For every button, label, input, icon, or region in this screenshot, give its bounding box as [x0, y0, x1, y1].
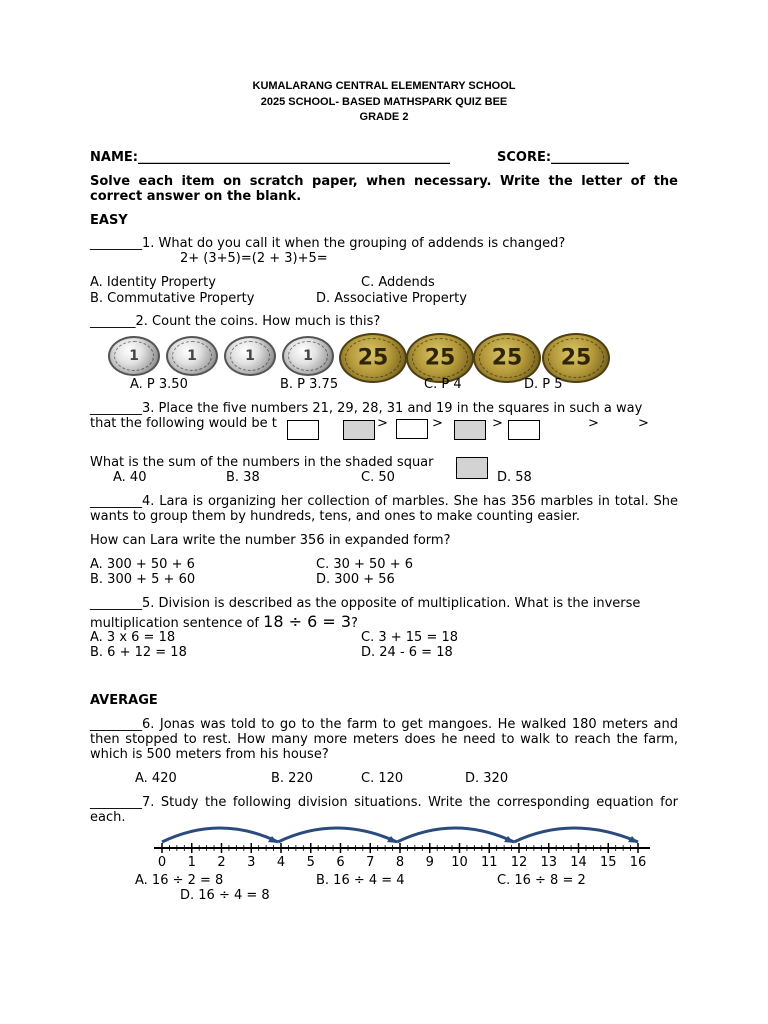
coin-25-centavo: 25 — [542, 333, 610, 383]
tick-label: 0 — [157, 855, 167, 868]
q3-sum-question: What is the sum of the numbers in the shaded squar — [90, 455, 434, 470]
tick-label: 2 — [217, 855, 226, 868]
tick-label: 12 — [510, 855, 528, 868]
q4-subquestion: How can Lara write the number 356 in expanded form? — [90, 533, 451, 548]
tick-label: 11 — [480, 855, 498, 868]
q3-option-c: C. 50 — [361, 470, 395, 485]
tick-label: 6 — [336, 855, 345, 868]
coin-25-centavo: 25 — [339, 333, 407, 383]
answer-square[interactable] — [396, 419, 428, 439]
q1-question: ________1. What do you call it when the grouping of addends is changed? — [90, 236, 566, 251]
q1-equation: 2+ (3+5)=(2 + 3)+5= — [180, 251, 328, 266]
tick-label: 14 — [570, 855, 587, 868]
q6-option-d: D. 320 — [465, 771, 509, 786]
tick-label: 3 — [247, 855, 256, 868]
q6-option-c: C. 120 — [361, 771, 404, 786]
q3-question-line2: that the following would be t — [90, 416, 277, 431]
q2-question: _______2. Count the coins. How much is this? — [90, 314, 381, 329]
coin-25-centavo: 25 — [406, 333, 474, 383]
q7-option-c: C. 16 ÷ 8 = 2 — [497, 873, 586, 888]
q1-option-c: C. Addends — [361, 275, 435, 290]
q3-question-line1: ________3. Place the five numbers 21, 29, 28, 31 and 19 in the squares in such a way — [90, 401, 643, 416]
q5-prefix: multiplication sentence of — [90, 616, 264, 631]
greater-than-sign: > — [432, 416, 443, 431]
greater-than-sign: > — [377, 416, 388, 431]
q7-question: ________7. Study the following division situations. Write the corresponding equation for each. — [90, 795, 678, 825]
greater-than-sign: > — [638, 416, 649, 431]
greater-than-sign: > — [492, 416, 503, 431]
q5-question-line2 — [90, 612, 358, 631]
q5-option-b: B. 6 + 12 = 18 — [90, 645, 187, 660]
q7-option-b: B. 16 ÷ 4 = 4 — [316, 873, 405, 888]
q4-option-a: A. 300 + 50 + 6 — [90, 557, 195, 572]
tick-label: 7 — [366, 855, 375, 868]
section-easy: EASY — [90, 213, 128, 228]
tick-label: 8 — [395, 855, 405, 868]
q3-option-b: B. 38 — [226, 470, 260, 485]
q2-option-b: B. P 3.75 — [280, 377, 339, 392]
jump-arc — [514, 828, 638, 842]
q4-question: ________4. Lara is organizing her collection of marbles. She has 356 marbles in total. She wants to group them by hundreds, tens, and ones to make counting easier. — [90, 494, 678, 524]
section-average: AVERAGE — [90, 693, 158, 708]
q1-option-a: A. Identity Property — [90, 275, 216, 290]
number-line-diagram — [150, 812, 660, 868]
q5-option-c: C. 3 + 15 = 18 — [361, 630, 459, 645]
coin-1-peso: 1 — [282, 336, 334, 376]
shaded-answer-square[interactable] — [343, 420, 375, 440]
q4-option-c: C. 30 + 50 + 6 — [316, 557, 414, 572]
coin-1-peso: 1 — [224, 336, 276, 376]
tick-labels — [158, 855, 646, 868]
tick-label: 13 — [540, 855, 558, 868]
event-title: 2025 SCHOOL- BASED MATHSPARK QUIZ BEE — [260, 96, 508, 108]
answer-square[interactable] — [508, 420, 540, 440]
q3-option-d: D. 58 — [497, 470, 532, 485]
q2-option-a: A. P 3.50 — [130, 377, 188, 392]
q3-option-a: A. 40 — [113, 470, 147, 485]
q5-option-a: A. 3 x 6 = 18 — [90, 630, 176, 645]
answer-square[interactable] — [287, 420, 319, 440]
school-name: KUMALARANG CENTRAL ELEMENTARY SCHOOL — [252, 80, 516, 92]
tick-label: 5 — [306, 855, 315, 868]
q2-option-d: D. P 5 — [524, 377, 563, 392]
score-field[interactable]: SCORE:____________ — [497, 150, 630, 165]
shaded-square-legend — [456, 457, 488, 479]
q6-question: ________6. Jonas was told to go to the farm to get mangoes. He walked 180 meters and then stopped to rest. How many more meters does he need to walk to reach the farm, which is 500 meters from his house? — [90, 717, 678, 762]
shaded-answer-square[interactable] — [454, 420, 486, 440]
tick-label: 4 — [276, 855, 286, 868]
jump-arcs — [162, 828, 638, 843]
q6-option-b: B. 220 — [271, 771, 313, 786]
q7-option-d: D. 16 ÷ 4 = 8 — [180, 888, 270, 903]
jump-arc — [278, 828, 397, 842]
jump-arc — [397, 828, 514, 842]
tick-label: 9 — [425, 855, 434, 868]
q1-option-d: D. Associative Property — [316, 291, 467, 306]
jump-arc — [162, 828, 278, 842]
q5-suffix: ? — [351, 616, 358, 631]
tick-label: 15 — [599, 855, 617, 868]
q5-equation: 18 ÷ 6 = 3 — [263, 612, 352, 631]
q2-option-c: C. P 4 — [424, 377, 462, 392]
greater-than-sign: > — [588, 416, 599, 431]
coin-1-peso: 1 — [108, 336, 160, 376]
coin-1-peso: 1 — [166, 336, 218, 376]
q4-option-d: D. 300 + 56 — [316, 572, 395, 587]
q5-question-line1: ________5. Division is described as the opposite of multiplication. What is the inverse — [90, 596, 641, 611]
tick-label: 16 — [629, 855, 647, 868]
tick-label: 1 — [187, 855, 196, 868]
q4-option-b: B. 300 + 5 + 60 — [90, 572, 196, 587]
grade-label: GRADE 2 — [359, 111, 409, 123]
q6-option-a: A. 420 — [135, 771, 177, 786]
name-field[interactable]: NAME:________________________________________________ — [90, 150, 450, 165]
instructions: Solve each item on scratch paper, when necessary. Write the letter of the correct answer on the blank. — [90, 174, 678, 204]
tick-label: 10 — [451, 855, 468, 868]
q7-option-a: A. 16 ÷ 2 = 8 — [135, 873, 224, 888]
coin-25-centavo: 25 — [473, 333, 541, 383]
q1-option-b: B. Commutative Property — [90, 291, 255, 306]
q5-option-d: D. 24 - 6 = 18 — [361, 645, 453, 660]
